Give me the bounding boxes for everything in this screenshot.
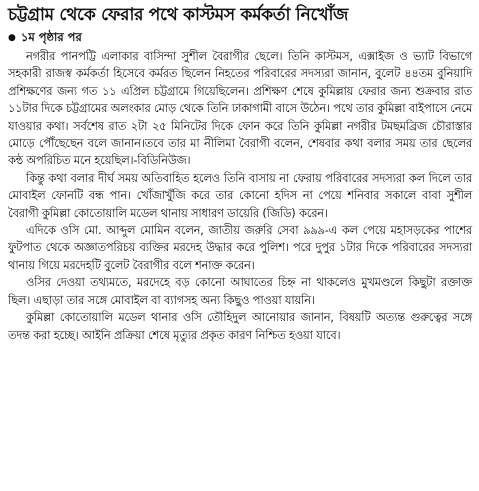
headline: চট্টগ্রাম থেকে ফেরার পথে কাস্টমস কর্মকর্তা নিখোঁজ (8, 5, 349, 25)
continued-from-line (8, 30, 472, 46)
paragraph: নগরীর পানপট্টি এলাকার বাসিন্দা সুশীল বৈরাগীর ছেলে। তিনি কাস্টমস, এক্সাইজ ও ভ্যাট বিভাগে সহকারী রাজস্ব কর্মকর্তা হিসেবে কর্মরত ছিলেন নিহতের পরিবারের সদস্যরা জানান, বুলেট ৪৪তম বুনিয়াদি প্রশিক্ষণের জন্য গত ১১ এপ্রিল চট্টগ্রামে গিয়েছিলেন। প্রশিক্ষণ শেষে কুমিল্লায় ফেরার জন্য শুক্রবার রাত ১১টার দিকে চট্টগ্রামের অলংকার মোড় থেকে তিনি ঢাকাগামী বাসে উঠেন। পথে তার কুমিল্লা বাইপাসে নেমে যাওয়ার কথা। সর্বশেষ রাত ২টা ২৫ মিনিটের দিকে ফোন করে তিনি কুমিল্লা নগরীর টমছমব্রিজ চৌরাস্তার মোড়ে পৌঁছেছেন বলে জানান।তবে তার মা নীলিমা বৈরাগী বলেন, শেষবার কথা বলার সময় তার ছেলের কন্ঠ অপরিচিত মনে হয়েছিল।-বিডিনিউজ। (8, 50, 472, 168)
paragraph: কুমিল্লা কোতোয়ালি মডেল থানার ওসি তৌহিদুল আনোয়ার জানান, বিষয়টি অত্যন্ত গুরুত্বের সঙ্গে তদন্ত করা হচ্ছে। আইনি প্রক্রিয়া শেষে মৃত্যুর প্রকৃত কারণ নিশ্চিত হওয়া যাবে। (8, 311, 472, 342)
paragraph: কিন্তু কথা বলার দীর্ঘ সময় অতিবাহিত হলেও তিনি বাসায় না ফেরায় পরিবারের সদস্যরা কল দিলে তার মোবাইল ফোনটি বন্ধ পান। খোঁজাখুঁজি করে তার কোনো হদিস না পেয়ে শনিবার সকালে বাবা সুশীল বৈরাগী কুমিল্লা কোতোয়ালি মডেল থানায় সাধারণ ডায়েরি (জিডি) করেন। (8, 171, 472, 220)
continued-from-label: ১ম পৃষ্ঠার পর (20, 30, 82, 44)
article-body (8, 48, 472, 344)
paragraph: এদিকে ওসি মো. আব্দুল মোমিন বলেন, জাতীয় জরুরি সেবা ৯৯৯-এ কল পেয়ে মহাসড়কের পাশের ফুটপাত থেকে অজ্ঞাতপরিচয় ব্যক্তির মরদেহ উদ্ধার করে পুলিশ। পরে দুপুর ১টার দিকে পরিবারের সদস্যরা থানায় গিয়ে মরদেহটি বুলেট বৈরাগীর বলে শনাক্ত করেন। (8, 224, 472, 272)
bullet-icon: ● (8, 33, 16, 43)
paragraph: ওসির দেওয়া তথ্যমতে, মরদেহে বড় কোনো আঘাতের চিহ্ন না থাকলেও মুখমণ্ডলে কিছুটা রক্তাক্ত ছিল। এছাড়া তার সঙ্গে মোবাইল বা ব্যাগসহ অন্য কিছুও পাওয়া যায়নি। (8, 276, 472, 307)
